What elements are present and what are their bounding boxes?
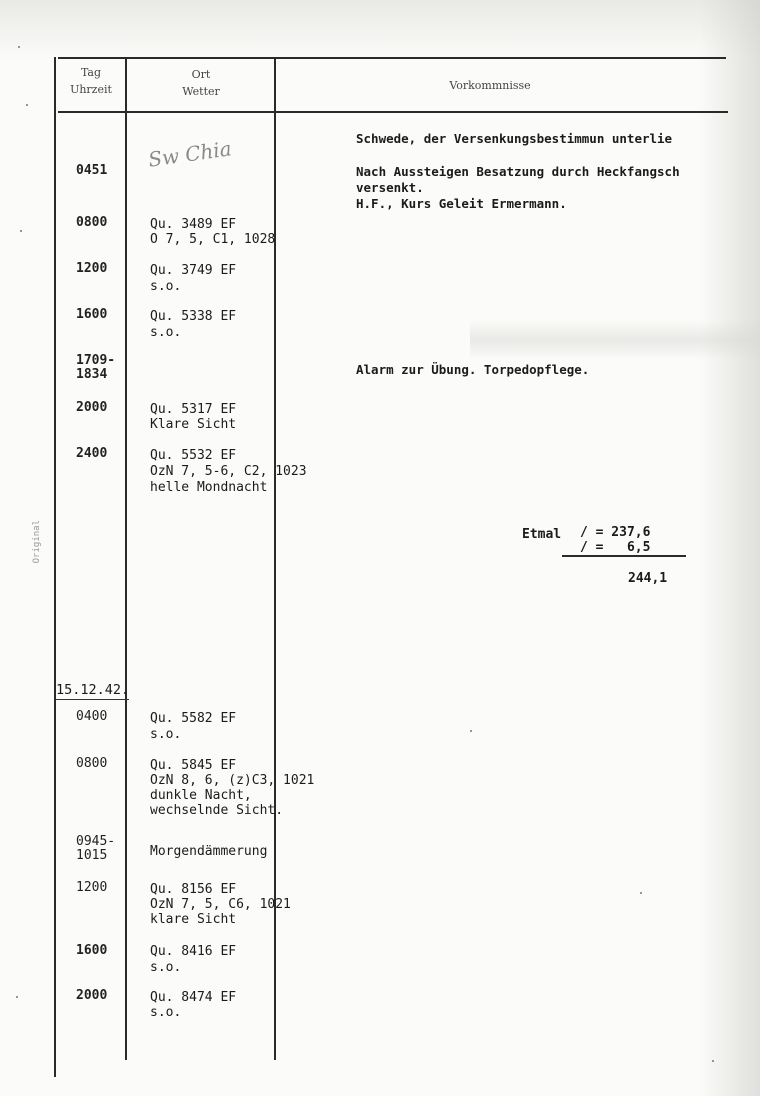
entry-weather: O 7, 5, C1, 1028 [150, 232, 276, 247]
etmal-line-2: / = 6,5 [580, 540, 651, 555]
scan-speck [26, 104, 28, 106]
entry-time: 1600 [76, 307, 108, 322]
entry-time: 1200 [76, 261, 108, 276]
entry-location: Qu. 5845 EF [150, 758, 237, 773]
entry-weather: klare Sicht [150, 912, 237, 927]
scan-speck [470, 730, 472, 732]
entry-time: 1600 [76, 943, 108, 958]
scan-speck [640, 892, 642, 894]
entry-location: Qu. 3489 EF [150, 217, 237, 232]
entry-weather: s.o. [150, 1005, 182, 1020]
scan-speck [712, 1060, 714, 1062]
scan-speck [16, 996, 18, 998]
scan-shadow-band [470, 320, 760, 360]
header-ort-wetter [128, 66, 274, 100]
entry-location: Qu. 5582 EF [150, 711, 237, 726]
entry-weather: OzN 7, 5, C6, 1021 [150, 897, 291, 912]
entry-weather: OzN 8, 6, (z)C3, 1021 [150, 773, 315, 788]
entry-weather: Morgendämmerung [150, 844, 268, 859]
header-tag: Tag [80, 66, 102, 79]
entry-location: Qu. 3749 EF [150, 263, 237, 278]
date-heading: 15.12.42. [56, 682, 130, 698]
etmal-line-1: / = 237,6 [580, 525, 651, 540]
header-ort: Ort [191, 68, 211, 81]
entry-time: 2000 [76, 400, 108, 415]
entry-location: Qu. 8416 EF [150, 944, 237, 959]
scan-speck [20, 230, 22, 232]
header-bottom-rule [58, 111, 728, 113]
margin-stamp: Original [32, 520, 42, 564]
entry-event-line: versenkt. [356, 180, 424, 195]
entry-event-line: Nach Aussteigen Besatzung durch Heckfangsch [356, 164, 680, 179]
entry-weather: s.o. [150, 960, 182, 975]
entry-weather: s.o. [150, 279, 182, 294]
entry-time: 0800 [76, 756, 108, 771]
entry-time: 0400 [76, 709, 108, 724]
entry-weather: dunkle Nacht, [150, 788, 252, 803]
header-vorkommnisse: Vorkommnisse [449, 79, 531, 92]
scan-speck [18, 46, 20, 48]
event-line-first: Schwede, der Versenkungsbestimmun unterlie [356, 131, 673, 146]
entry-weather: OzN 7, 5-6, C2, 1023 [150, 464, 307, 479]
entry-time: 2400 [76, 446, 108, 461]
entry-weather: Klare Sicht [150, 417, 237, 432]
entry-location: Qu. 5532 EF [150, 448, 237, 463]
etmal-total: 244,1 [628, 571, 668, 586]
entry-time: 1200 [76, 880, 108, 895]
entry-event-line: Alarm zur Übung. Torpedopflege. [356, 362, 590, 377]
entry-time: 0451 [76, 163, 108, 178]
entry-time: 1709- 1834 [76, 353, 116, 383]
entry-event-line: H.F., Kurs Geleit Ermermann. [356, 196, 567, 211]
table-top-rule [58, 57, 726, 59]
handwritten-annotation: Sw Chia [146, 136, 233, 172]
header-tag-uhrzeit [58, 64, 124, 98]
entry-weather: s.o. [150, 325, 182, 340]
entry-location: Qu. 5317 EF [150, 402, 237, 417]
scan-shadow-right [700, 0, 760, 1096]
entry-location: Qu. 8474 EF [150, 990, 237, 1005]
header-wetter: Wetter [182, 85, 220, 99]
etmal-label: Etmal [522, 527, 562, 542]
entry-location: Qu. 8156 EF [150, 882, 237, 897]
entry-weather: wechselnde Sicht. [150, 803, 284, 818]
entry-time: 0800 [76, 215, 108, 230]
header-uhrzeit: Uhrzeit [70, 83, 112, 97]
scan-shadow-top [0, 0, 760, 60]
entry-weather: helle Mondnacht [150, 480, 268, 495]
column-divider-1 [125, 57, 127, 1060]
entry-time: 2000 [76, 988, 108, 1003]
etmal-sum-rule [562, 555, 686, 557]
left-border [54, 57, 56, 1077]
entry-weather: s.o. [150, 727, 182, 742]
entry-time: 0945- 1015 [76, 834, 116, 864]
entry-location: Qu. 5338 EF [150, 309, 237, 324]
